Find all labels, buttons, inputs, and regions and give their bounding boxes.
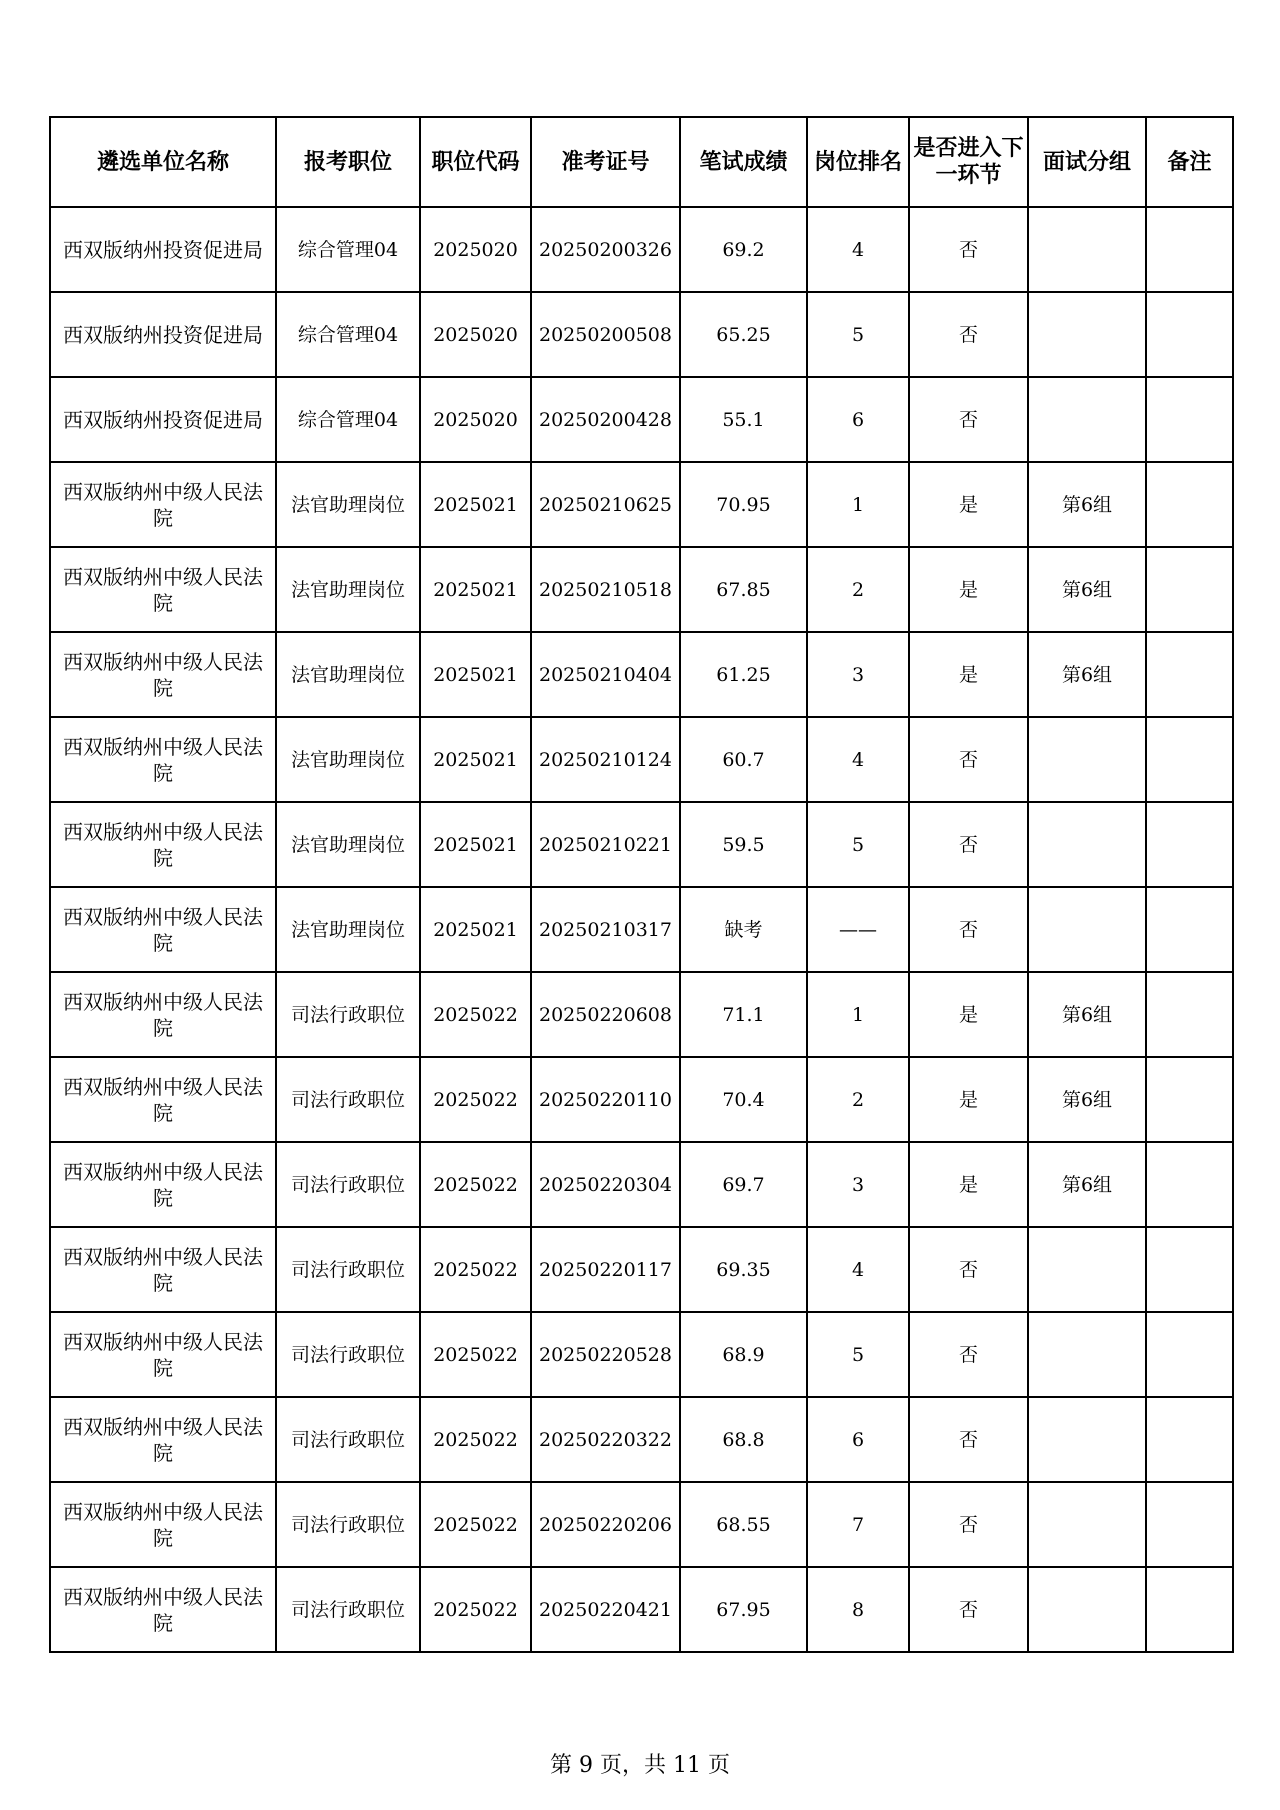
cell-position-rank: 4 xyxy=(807,717,909,802)
cell-position: 法官助理岗位 xyxy=(276,632,420,717)
cell-interview-group: 第6组 xyxy=(1028,972,1146,1057)
cell-position-rank: 8 xyxy=(807,1567,909,1652)
table-row xyxy=(50,1227,1233,1312)
cell-remark xyxy=(1146,377,1233,462)
cell-position: 司法行政职位 xyxy=(276,972,420,1057)
cell-unit-name: 西双版纳州投资促进局 xyxy=(50,292,276,377)
header-row xyxy=(50,117,1233,207)
cell-written-score: 69.35 xyxy=(680,1227,807,1312)
cell-unit-name: 西双版纳州中级人民法院 xyxy=(50,1227,276,1312)
cell-position-code: 2025020 xyxy=(420,292,531,377)
cell-written-score: 65.25 xyxy=(680,292,807,377)
cell-position: 法官助理岗位 xyxy=(276,462,420,547)
cell-position-code: 2025021 xyxy=(420,547,531,632)
cell-position-rank: 3 xyxy=(807,632,909,717)
cell-remark xyxy=(1146,462,1233,547)
cell-written-score: 69.7 xyxy=(680,1142,807,1227)
cell-position-rank: 5 xyxy=(807,292,909,377)
cell-unit-name: 西双版纳州中级人民法院 xyxy=(50,547,276,632)
cell-next-stage: 否 xyxy=(909,1567,1028,1652)
cell-interview-group xyxy=(1028,802,1146,887)
cell-next-stage: 否 xyxy=(909,1312,1028,1397)
cell-position: 法官助理岗位 xyxy=(276,717,420,802)
cell-unit-name: 西双版纳州中级人民法院 xyxy=(50,887,276,972)
cell-remark xyxy=(1146,1227,1233,1312)
header-position-rank: 岗位排名 xyxy=(807,117,909,207)
table-row xyxy=(50,887,1233,972)
cell-interview-group xyxy=(1028,292,1146,377)
cell-position-rank: 1 xyxy=(807,972,909,1057)
header-remark: 备注 xyxy=(1146,117,1233,207)
cell-ticket-number: 20250210317 xyxy=(531,887,680,972)
cell-interview-group xyxy=(1028,207,1146,292)
header-position: 报考职位 xyxy=(276,117,420,207)
cell-remark xyxy=(1146,1057,1233,1142)
cell-ticket-number: 20250220117 xyxy=(531,1227,680,1312)
cell-ticket-number: 20250220206 xyxy=(531,1482,680,1567)
cell-written-score: 缺考 xyxy=(680,887,807,972)
table-row xyxy=(50,207,1233,292)
cell-position-rank: 2 xyxy=(807,1057,909,1142)
cell-remark xyxy=(1146,972,1233,1057)
cell-position-rank: 5 xyxy=(807,802,909,887)
page-number: 第 9 页，共 11 页 xyxy=(550,1753,730,1778)
cell-remark xyxy=(1146,1142,1233,1227)
cell-remark xyxy=(1146,1397,1233,1482)
table-row xyxy=(50,462,1233,547)
cell-position: 司法行政职位 xyxy=(276,1142,420,1227)
cell-unit-name: 西双版纳州投资促进局 xyxy=(50,377,276,462)
cell-unit-name: 西双版纳州中级人民法院 xyxy=(50,462,276,547)
cell-position-rank: 1 xyxy=(807,462,909,547)
cell-unit-name: 西双版纳州中级人民法院 xyxy=(50,1397,276,1482)
cell-written-score: 60.7 xyxy=(680,717,807,802)
cell-position-code: 2025021 xyxy=(420,887,531,972)
cell-written-score: 69.2 xyxy=(680,207,807,292)
cell-position-code: 2025022 xyxy=(420,1482,531,1567)
cell-next-stage: 否 xyxy=(909,1482,1028,1567)
cell-written-score: 70.95 xyxy=(680,462,807,547)
cell-position: 法官助理岗位 xyxy=(276,802,420,887)
cell-position: 法官助理岗位 xyxy=(276,547,420,632)
cell-next-stage: 否 xyxy=(909,1397,1028,1482)
cell-interview-group: 第6组 xyxy=(1028,462,1146,547)
cell-next-stage: 是 xyxy=(909,547,1028,632)
cell-interview-group xyxy=(1028,377,1146,462)
cell-position-code: 2025022 xyxy=(420,1057,531,1142)
cell-next-stage: 否 xyxy=(909,377,1028,462)
table-row xyxy=(50,1312,1233,1397)
cell-position-code: 2025022 xyxy=(420,1397,531,1482)
cell-interview-group xyxy=(1028,1227,1146,1312)
cell-interview-group xyxy=(1028,717,1146,802)
cell-position-code: 2025022 xyxy=(420,972,531,1057)
cell-next-stage: 是 xyxy=(909,1057,1028,1142)
cell-written-score: 67.95 xyxy=(680,1567,807,1652)
table-row xyxy=(50,1482,1233,1567)
cell-position: 法官助理岗位 xyxy=(276,887,420,972)
cell-position: 司法行政职位 xyxy=(276,1312,420,1397)
cell-unit-name: 西双版纳州中级人民法院 xyxy=(50,1312,276,1397)
cell-position: 司法行政职位 xyxy=(276,1227,420,1312)
cell-remark xyxy=(1146,1567,1233,1652)
cell-position-rank: 4 xyxy=(807,1227,909,1312)
cell-written-score: 71.1 xyxy=(680,972,807,1057)
cell-position-code: 2025021 xyxy=(420,802,531,887)
cell-position-code: 2025021 xyxy=(420,717,531,802)
cell-interview-group xyxy=(1028,1482,1146,1567)
cell-ticket-number: 20250210404 xyxy=(531,632,680,717)
cell-position-rank: 6 xyxy=(807,377,909,462)
cell-ticket-number: 20250220421 xyxy=(531,1567,680,1652)
cell-interview-group xyxy=(1028,1567,1146,1652)
cell-remark xyxy=(1146,547,1233,632)
cell-written-score: 55.1 xyxy=(680,377,807,462)
cell-written-score: 68.8 xyxy=(680,1397,807,1482)
cell-position-code: 2025022 xyxy=(420,1142,531,1227)
cell-next-stage: 否 xyxy=(909,292,1028,377)
cell-next-stage: 是 xyxy=(909,972,1028,1057)
cell-ticket-number: 20250220528 xyxy=(531,1312,680,1397)
cell-remark xyxy=(1146,632,1233,717)
cell-remark xyxy=(1146,1482,1233,1567)
cell-ticket-number: 20250200428 xyxy=(531,377,680,462)
cell-position-rank: 5 xyxy=(807,1312,909,1397)
cell-position: 司法行政职位 xyxy=(276,1057,420,1142)
header-position-code: 职位代码 xyxy=(420,117,531,207)
cell-position-rank: —— xyxy=(807,887,909,972)
cell-ticket-number: 20250200508 xyxy=(531,292,680,377)
cell-next-stage: 是 xyxy=(909,632,1028,717)
table-row xyxy=(50,1142,1233,1227)
table-body xyxy=(50,207,1233,1652)
cell-interview-group: 第6组 xyxy=(1028,547,1146,632)
cell-ticket-number: 20250210221 xyxy=(531,802,680,887)
cell-position: 司法行政职位 xyxy=(276,1482,420,1567)
cell-remark xyxy=(1146,292,1233,377)
cell-unit-name: 西双版纳州中级人民法院 xyxy=(50,1482,276,1567)
cell-position-code: 2025020 xyxy=(420,207,531,292)
table-row xyxy=(50,1567,1233,1652)
cell-ticket-number: 20250210518 xyxy=(531,547,680,632)
cell-ticket-number: 20250220110 xyxy=(531,1057,680,1142)
cell-remark xyxy=(1146,887,1233,972)
cell-position-rank: 4 xyxy=(807,207,909,292)
cell-unit-name: 西双版纳州中级人民法院 xyxy=(50,717,276,802)
cell-unit-name: 西双版纳州中级人民法院 xyxy=(50,972,276,1057)
cell-next-stage: 否 xyxy=(909,717,1028,802)
cell-position-code: 2025021 xyxy=(420,632,531,717)
cell-unit-name: 西双版纳州投资促进局 xyxy=(50,207,276,292)
cell-position-rank: 7 xyxy=(807,1482,909,1567)
cell-unit-name: 西双版纳州中级人民法院 xyxy=(50,1057,276,1142)
cell-unit-name: 西双版纳州中级人民法院 xyxy=(50,1142,276,1227)
cell-ticket-number: 20250210124 xyxy=(531,717,680,802)
table-row xyxy=(50,377,1233,462)
cell-remark xyxy=(1146,1312,1233,1397)
cell-position-code: 2025020 xyxy=(420,377,531,462)
cell-ticket-number: 20250220608 xyxy=(531,972,680,1057)
table-row xyxy=(50,802,1233,887)
cell-remark xyxy=(1146,717,1233,802)
cell-remark xyxy=(1146,207,1233,292)
cell-written-score: 59.5 xyxy=(680,802,807,887)
cell-interview-group: 第6组 xyxy=(1028,1142,1146,1227)
cell-position-rank: 3 xyxy=(807,1142,909,1227)
cell-next-stage: 否 xyxy=(909,207,1028,292)
cell-ticket-number: 20250200326 xyxy=(531,207,680,292)
table-row xyxy=(50,717,1233,802)
results-table xyxy=(49,116,1234,1653)
cell-position-code: 2025022 xyxy=(420,1312,531,1397)
cell-next-stage: 是 xyxy=(909,1142,1028,1227)
cell-position: 综合管理04 xyxy=(276,377,420,462)
cell-unit-name: 西双版纳州中级人民法院 xyxy=(50,632,276,717)
table-row xyxy=(50,547,1233,632)
table-row xyxy=(50,292,1233,377)
header-ticket-number: 准考证号 xyxy=(531,117,680,207)
cell-position-code: 2025022 xyxy=(420,1227,531,1312)
header-next-stage: 是否进入下一环节 xyxy=(909,117,1028,207)
cell-interview-group: 第6组 xyxy=(1028,1057,1146,1142)
cell-written-score: 61.25 xyxy=(680,632,807,717)
cell-ticket-number: 20250220322 xyxy=(531,1397,680,1482)
header-interview-group: 面试分组 xyxy=(1028,117,1146,207)
cell-next-stage: 否 xyxy=(909,887,1028,972)
cell-position-rank: 2 xyxy=(807,547,909,632)
cell-ticket-number: 20250210625 xyxy=(531,462,680,547)
table-row xyxy=(50,632,1233,717)
cell-interview-group xyxy=(1028,887,1146,972)
cell-position: 司法行政职位 xyxy=(276,1567,420,1652)
cell-position-rank: 6 xyxy=(807,1397,909,1482)
cell-unit-name: 西双版纳州中级人民法院 xyxy=(50,802,276,887)
header-written-score: 笔试成绩 xyxy=(680,117,807,207)
cell-position-code: 2025021 xyxy=(420,462,531,547)
cell-interview-group: 第6组 xyxy=(1028,632,1146,717)
table-row xyxy=(50,1057,1233,1142)
cell-written-score: 68.9 xyxy=(680,1312,807,1397)
cell-written-score: 68.55 xyxy=(680,1482,807,1567)
cell-written-score: 67.85 xyxy=(680,547,807,632)
cell-position: 司法行政职位 xyxy=(276,1397,420,1482)
cell-next-stage: 否 xyxy=(909,802,1028,887)
cell-interview-group xyxy=(1028,1397,1146,1482)
cell-next-stage: 否 xyxy=(909,1227,1028,1312)
cell-next-stage: 是 xyxy=(909,462,1028,547)
header-unit-name: 遴选单位名称 xyxy=(50,117,276,207)
cell-unit-name: 西双版纳州中级人民法院 xyxy=(50,1567,276,1652)
cell-position: 综合管理04 xyxy=(276,292,420,377)
table-row xyxy=(50,1397,1233,1482)
table-row xyxy=(50,972,1233,1057)
cell-interview-group xyxy=(1028,1312,1146,1397)
cell-written-score: 70.4 xyxy=(680,1057,807,1142)
cell-ticket-number: 20250220304 xyxy=(531,1142,680,1227)
cell-position-code: 2025022 xyxy=(420,1567,531,1652)
cell-position: 综合管理04 xyxy=(276,207,420,292)
cell-remark xyxy=(1146,802,1233,887)
